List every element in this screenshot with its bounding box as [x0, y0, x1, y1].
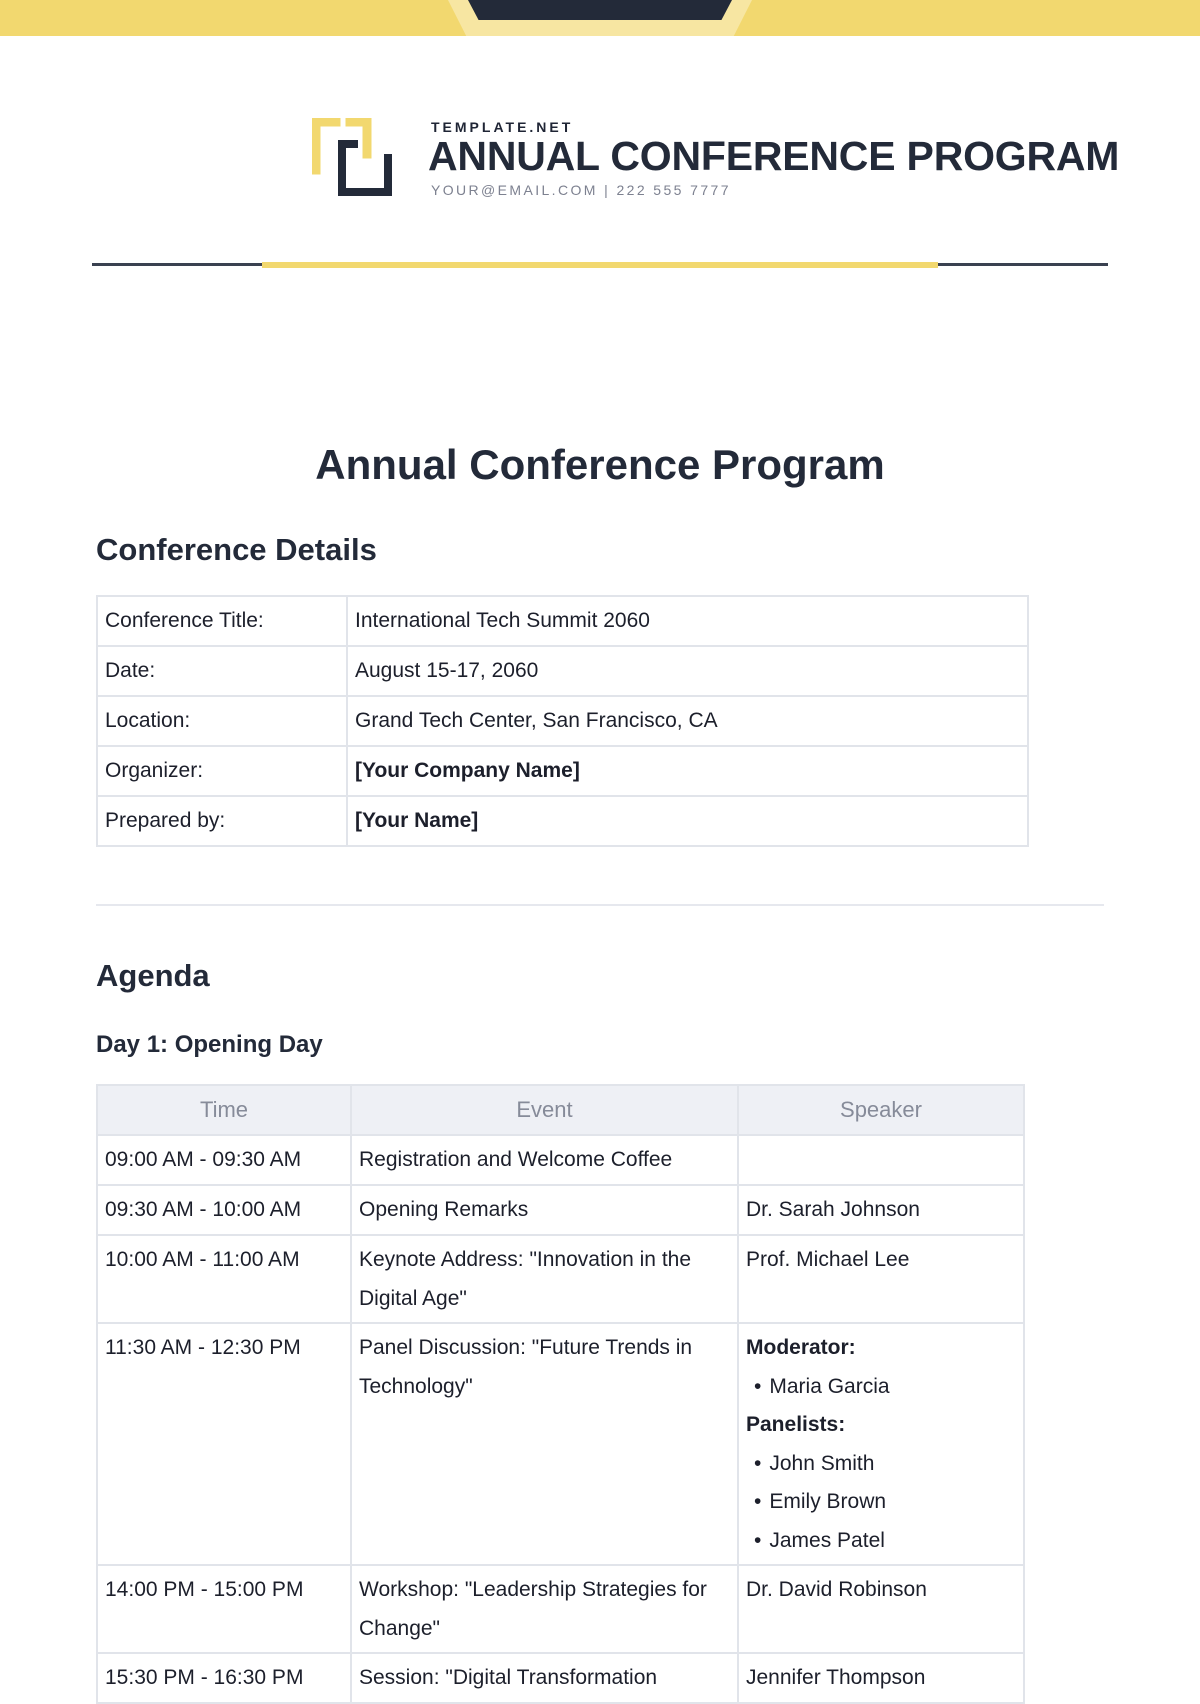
table-row	[97, 746, 1028, 796]
event-cell: Panel Discussion: "Future Trends in Technology"	[351, 1323, 738, 1565]
moderator-label: Moderator:	[746, 1336, 856, 1359]
detail-value: August 15-17, 2060	[347, 646, 1028, 696]
list-item: • Emily Brown	[754, 1483, 1016, 1522]
event-cell: Session: "Digital Transformation	[351, 1653, 738, 1703]
list-item: • James Patel	[754, 1522, 1016, 1561]
agenda-table	[96, 1084, 1025, 1704]
panelists-label: Panelists:	[746, 1413, 846, 1436]
detail-label: Organizer:	[97, 746, 347, 796]
table-header-row	[97, 1085, 1024, 1135]
page-title: Annual Conference Program	[315, 441, 885, 488]
table-row	[97, 1653, 1024, 1703]
table-row	[97, 1235, 1024, 1323]
event-cell: Keynote Address: "Innovation in the Digital Age"	[351, 1235, 738, 1323]
column-header-speaker: Speaker	[738, 1085, 1024, 1135]
detail-value: [Your Company Name]	[347, 746, 1028, 796]
detail-value: Grand Tech Center, San Francisco, CA	[347, 696, 1028, 746]
detail-value: [Your Name]	[347, 796, 1028, 846]
table-row	[97, 696, 1028, 746]
table-row	[97, 596, 1028, 646]
time-cell: 14:00 PM - 15:00 PM	[97, 1565, 351, 1653]
list-item: • Maria Garcia	[754, 1368, 1016, 1407]
time-cell: 10:00 AM - 11:00 AM	[97, 1235, 351, 1323]
detail-label: Date:	[97, 646, 347, 696]
brand-name: TEMPLATE.NET	[431, 119, 574, 135]
list-item: • John Smith	[754, 1445, 1016, 1484]
event-cell: Workshop: "Leadership Strategies for Change"	[351, 1565, 738, 1653]
speaker-cell	[738, 1323, 1024, 1565]
event-cell: Opening Remarks	[351, 1185, 738, 1235]
detail-label: Prepared by:	[97, 796, 347, 846]
time-cell: 09:00 AM - 09:30 AM	[97, 1135, 351, 1185]
detail-label: Location:	[97, 696, 347, 746]
day1-heading: Day 1: Opening Day	[96, 1031, 323, 1058]
table-row	[97, 1323, 1024, 1565]
panelists-list	[746, 1445, 1016, 1561]
speaker-cell	[738, 1135, 1024, 1185]
detail-label: Conference Title:	[97, 596, 347, 646]
table-row	[97, 1565, 1024, 1653]
table-row	[97, 646, 1028, 696]
top-band-dark-tab	[468, 0, 732, 20]
conference-details-table	[96, 595, 1029, 847]
brand-title: ANNUAL CONFERENCE PROGRAM	[428, 133, 1120, 179]
time-cell: 09:30 AM - 10:00 AM	[97, 1185, 351, 1235]
table-row	[97, 1135, 1024, 1185]
column-header-event: Event	[351, 1085, 738, 1135]
section-divider	[96, 904, 1104, 906]
header-rule-accent	[262, 262, 938, 268]
agenda-heading: Agenda	[96, 958, 210, 993]
table-row	[97, 796, 1028, 846]
speaker-cell: Dr. Sarah Johnson	[738, 1185, 1024, 1235]
event-cell: Registration and Welcome Coffee	[351, 1135, 738, 1185]
brand-contact: YOUR@EMAIL.COM | 222 555 7777	[431, 182, 731, 198]
speaker-cell: Dr. David Robinson	[738, 1565, 1024, 1653]
speaker-cell: Jennifer Thompson	[738, 1653, 1024, 1703]
column-header-time: Time	[97, 1085, 351, 1135]
moderator-list	[746, 1368, 1016, 1407]
conference-details-heading: Conference Details	[96, 532, 377, 567]
template-logo-icon	[312, 118, 392, 198]
speaker-cell: Prof. Michael Lee	[738, 1235, 1024, 1323]
time-cell: 15:30 PM - 16:30 PM	[97, 1653, 351, 1703]
table-row	[97, 1185, 1024, 1235]
detail-value: International Tech Summit 2060	[347, 596, 1028, 646]
time-cell: 11:30 AM - 12:30 PM	[97, 1323, 351, 1565]
